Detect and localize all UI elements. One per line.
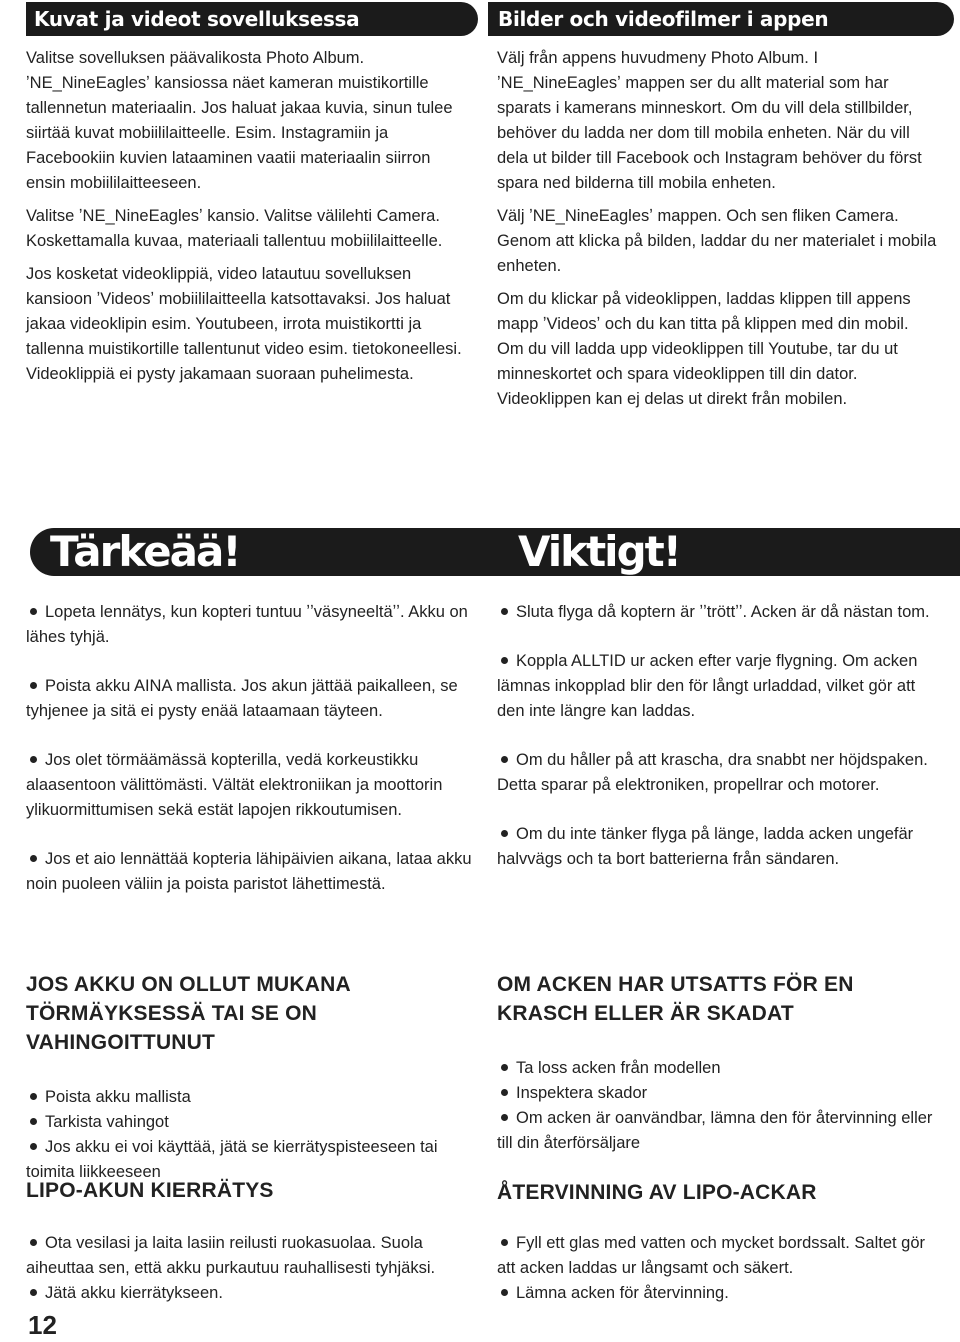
section-title-sv: Bilder och videofilmer i appen [488, 2, 954, 36]
list-item: Jos olet törmäämässä kopterilla, vedä korkeustikku alaasentoon välittömästi. Vältät elektroniikan ja moottorin ylikuormittumisen sekä estät lapojen rikkoutumisen. [26, 751, 443, 819]
bullet-icon [501, 657, 508, 664]
recycle-heading-sv: ÅTERVINNING AV LIPO-ACKAR [497, 1181, 817, 1204]
bullet-icon [501, 1114, 508, 1121]
intro-fi-paragraph: Valitse ʼNE_NineEaglesʼ kansio. Valitse välilehti Camera. Koskettamalla kuvaa, materiaali tallentuu mobiililaitteelle. [26, 207, 443, 250]
list-item: Ta loss acken från modellen [497, 1056, 937, 1081]
section-title-fi: Kuvat ja videot sovelluksessa [26, 2, 478, 36]
page-number: 12 [28, 1310, 57, 1340]
recycle-section-fi [26, 1176, 474, 1306]
intro-sv-paragraph: Om du klickar på videoklippen, laddas klippen till appens mapp ʼVideosʼ och du kan titta på klippen med din mobil. Om du vill ladda upp videoklippen till Youtube, tar du ut minneskortet och spara videoklippen till din dator. Videoklippen kan ej delas ut direkt från mobilen. [497, 290, 911, 408]
bullet-icon [501, 608, 508, 615]
bullet-icon [30, 682, 37, 689]
important-list-sv [497, 600, 937, 896]
bullet-icon [501, 1239, 508, 1246]
bullet-icon [30, 1239, 37, 1246]
bullet-icon [30, 1143, 37, 1150]
bullet-icon [501, 830, 508, 837]
list-item: Sluta flyga då koptern är ʼʼtröttʼʼ. Acken är då nästan tom. [497, 600, 937, 625]
list-item: Poista akku mallista [26, 1085, 474, 1110]
list-item: Fyll ett glas med vatten och mycket bordssalt. Saltet gör att acken laddas ur långsamt och säkert. [497, 1234, 926, 1277]
crash-section-fi [26, 970, 474, 1185]
list-item: Tarkista vahingot [26, 1110, 474, 1135]
list-item: Om du inte tänker flyga på länge, ladda acken ungefär halvvägs och ta bort batterierna från sändaren. [497, 825, 914, 868]
list-item: Poista akku AINA mallista. Jos akun jättää paikalleen, se tyhjenee ja sitä ei pysty enää lataamaan täyteen. [26, 677, 458, 720]
recycle-section-sv [497, 1178, 937, 1306]
intro-fi-paragraph: Jos kosketat videoklippiä, video latautuu sovelluksen kansioon ʼVideosʼ mobiililaitteella katsottavaksi. Jos haluat jakaa videoklipin esim. Youtubeen, irrota muistikortti ja tallenna muistikortille tallentunut video esim. tietokoneellesi. Videoklippiä ei pysty jakamaan suoraan puhelimesta. [26, 265, 462, 383]
bullet-icon [30, 855, 37, 862]
list-item: Jos et aio lennättää kopteria lähipäivien aikana, lataa akku noin puoleen väliin ja poista paristot lähettimestä. [26, 850, 472, 893]
list-item: Jätä akku kierrätykseen. [26, 1281, 474, 1306]
list-item: Inspektera skador [497, 1081, 937, 1106]
bullet-icon [501, 756, 508, 763]
intro-fi [26, 46, 474, 395]
intro-sv [497, 46, 937, 420]
important-title-fi: Tärkeää! [50, 527, 240, 576]
crash-heading-sv: OM ACKEN HAR UTSATTS FÖR EN KRASCH ELLER ÄR SKADAT [497, 973, 854, 1025]
important-title-sv: Viktigt! [518, 527, 680, 576]
list-item: Koppla ALLTID ur acken efter varje flygning. Om acken lämnas inkopplad blir den för långt urladdad, vilket gör att den inte längre kan laddas. [497, 652, 918, 720]
intro-fi-paragraph: Valitse sovelluksen päävalikosta Photo Album. ʼNE_NineEaglesʼ kansiossa näet kameran muistikortille tallennetun materiaalin. Jos haluat jakaa kuvia, sinun tulee siirtää kuvat mobiililaitteelle. Esim. Instagramiin ja Facebookiin kuvien lataaminen vaatii materiaalin siirron ensin mobiililaitteeseen. [26, 49, 453, 192]
list-item: Lopeta lennätys, kun kopteri tuntuu ʼʼväsyneeltäʼʼ. Akku on lähes tyhjä. [26, 603, 468, 646]
bullet-icon [30, 756, 37, 763]
crash-section-sv [497, 970, 937, 1156]
recycle-heading-fi: LIPO-AKUN KIERRÄTYS [26, 1179, 274, 1202]
bullet-icon [30, 1093, 37, 1100]
list-item: Om acken är oanvändbar, lämna den för återvinning eller till din återförsäljare [497, 1109, 933, 1152]
bullet-icon [501, 1089, 508, 1096]
bullet-icon [30, 1289, 37, 1296]
intro-sv-paragraph: Välj från appens huvudmeny Photo Album. I ʼNE_NineEaglesʼ mappen ser du allt material som har sparats i kamerans minneskort. Om du vill dela stillbilder, behöver du ladda ner dom till mobila enheten. När du vill dela ut bilder till Facebook och Instagram behöver du först spara ned bilderna till mobila enheten. [497, 49, 922, 192]
bullet-icon [30, 608, 37, 615]
list-item: Ota vesilasi ja laita lasiin reilusti ruokasuolaa. Suola aiheuttaa sen, että akku purkautuu rauhallisesti tyhjäksi. [26, 1234, 436, 1277]
bullet-icon [501, 1064, 508, 1071]
intro-sv-paragraph: Välj ʼNE_NineEaglesʼ mappen. Och sen fliken Camera. Genom att klicka på bilden, laddar du ner materialet i mobila enheten. [497, 207, 937, 275]
list-item: Om du håller på att krascha, dra snabbt ner höjdspaken. Detta sparar på elektroniken, propellrar och motorer. [497, 751, 928, 794]
bullet-icon [30, 1118, 37, 1125]
bullet-icon [501, 1289, 508, 1296]
list-item: Jos akku ei voi käyttää, jätä se kierrätyspisteeseen tai toimita liikkeeseen [26, 1138, 438, 1181]
crash-heading-fi: JOS AKKU ON OLLUT MUKANA TÖRMÄYKSESSÄ TAI SE ON VAHINGOITTUNUT [26, 973, 351, 1054]
important-list-fi [26, 600, 474, 921]
list-item: Lämna acken för återvinning. [497, 1281, 937, 1306]
